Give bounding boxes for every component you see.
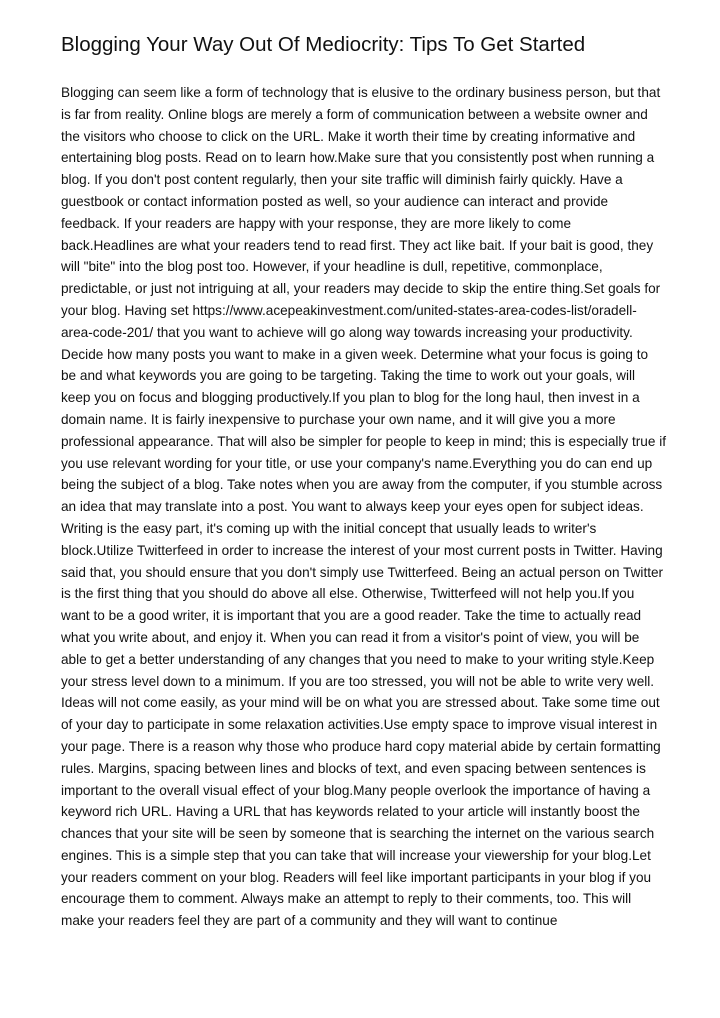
document-title: Blogging Your Way Out Of Mediocrity: Tips To Get Started [61,33,586,56]
document-body: Blogging can seem like a form of technology that is elusive to the ordinary business person, but that is far from reality. Online blogs are merely a form of communication between a website owner and the visitors who choose to click on the URL. Make it worth their time by creating informative and entertaining blog posts. Read on to learn how.Make sure that you consistently post when running a blog. If you don't post content regularly, then your site traffic will diminish fairly quickly. Have a guestbook or contact information posted as well, so your audience can interact and provide feedback. If your readers are happy with your response, they are more likely to come back.Headlines are what your readers tend to read first. They act like bait. If your bait is good, they will "bite" into the blog post too. However, if your headline is dull, repetitive, commonplace, predictable, or just not intriguing at all, your readers may decide to skip the entire thing.Set goals for your blog. Having set https://www.acepeakinvestment.com/united-states-area-codes-list/oradell-area-code-201/ that you want to achieve will go along way towards increasing your productivity. Decide how many posts you want to make in a given week. Determine what your focus is going to be and what keywords you are going to be targeting. Taking the time to work out your goals, will keep you on focus and blogging productively.If you plan to blog for the long haul, then invest in a domain name. It is fairly inexpensive to purchase your own name, and it will give you a more professional appearance. That will also be simpler for people to keep in mind; this is especially true if you use relevant wording for your title, or use your company's name.Everything you do can end up being the subject of a blog. Take notes when you are away from the computer, if you stumble across an idea that may translate into a post. You want to always keep your eyes open for subject ideas. Writing is the easy part, it's coming up with the initial concept that usually leads to writer's block.Utilize Twitterfeed in order to increase the interest of your most current posts in Twitter. Having said that, you should ensure that you don't simply use Twitterfeed. Being an actual person on Twitter is the first thing that you should do above all else. Otherwise, Twitterfeed will not help you.If you want to be a good writer, it is important that you are a good reader. Take the time to actually read what you write about, and enjoy it. When you can read it from a visitor's point of view, you will be able to get a better understanding of any changes that you need to make to your writing style.Keep your stress level down to a minimum. If you are too stressed, you will not be able to write very well. Ideas will not come easily, as your mind will be on what you are stressed about. Take some time out of your day to participate in some relaxation activities.Use empty space to improve visual interest in your page. There is a reason why those who produce hard copy material abide by certain formatting rules. Margins, spacing between lines and blocks of text, and even spacing between sentences is important to the overall visual effect of your blog.Many people overlook the importance of having a keyword rich URL. Having a URL that has keywords related to your article will instantly boost the chances that your site will be seen by someone that is searching the internet on the various search engines. This is a simple step that you can take that will increase your viewership for your blog.Let your readers comment on your blog. Readers will feel like important participants in your blog if you encourage them to comment. Always make an attempt to reply to their comments, too. This will make your readers feel they are part of a community and they will want to continue [61,85,666,929]
